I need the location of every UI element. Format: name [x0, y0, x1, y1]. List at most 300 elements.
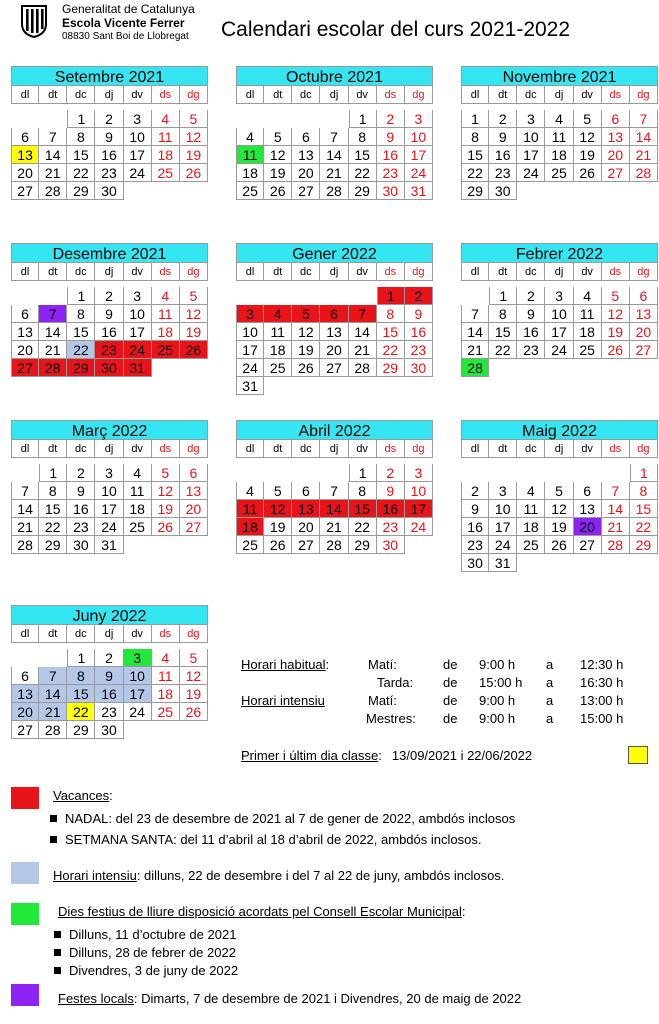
day-name: dg [405, 440, 433, 458]
day-cell: 12 [602, 305, 630, 323]
day-cell: 26 [574, 164, 602, 182]
day-cell: 13 [11, 146, 39, 164]
day-cell: 27 [320, 359, 348, 377]
day-name: dg [180, 263, 208, 281]
vacances-title: Vacances: [53, 788, 113, 803]
day-name: dv [349, 263, 377, 281]
day-name: dl [11, 440, 39, 458]
day-cell: 8 [67, 667, 95, 685]
day-cell: 28 [39, 359, 67, 377]
day-cell: 2 [461, 482, 489, 500]
day-cell: 12 [545, 500, 573, 518]
day-name: dj [320, 86, 348, 104]
day-cell: 4 [517, 482, 545, 500]
day-cell: 8 [349, 482, 377, 500]
day-name: dg [180, 625, 208, 643]
horari-intensiu-swatch [11, 862, 39, 884]
day-cell: 24 [405, 518, 433, 536]
day-cell: 19 [545, 518, 573, 536]
day-cell: 23 [489, 164, 517, 182]
blank-cell [489, 464, 517, 482]
day-cell: 11 [574, 305, 602, 323]
day-cell: 4 [264, 305, 292, 323]
horari-row-label: Tarda: [377, 675, 414, 690]
day-cell: 29 [377, 359, 405, 377]
day-cell: 5 [292, 305, 320, 323]
day-cell: 6 [11, 667, 39, 685]
day-cell: 23 [461, 536, 489, 554]
blank-cell [11, 287, 39, 305]
day-cell: 17 [95, 500, 123, 518]
day-cell: 9 [517, 305, 545, 323]
day-cell: 20 [602, 146, 630, 164]
day-cell: 7 [461, 305, 489, 323]
day-cell: 17 [489, 518, 517, 536]
day-cell: 18 [264, 341, 292, 359]
day-name: dt [264, 86, 292, 104]
day-cell: 22 [67, 164, 95, 182]
day-cell: 14 [320, 146, 348, 164]
day-cell: 24 [95, 518, 123, 536]
day-name: dj [320, 440, 348, 458]
day-name: dc [292, 440, 320, 458]
day-cell: 19 [180, 146, 208, 164]
horari-row-a: a [546, 693, 554, 708]
horari-row-to: 12:30 h [580, 657, 624, 672]
blank-cell [461, 464, 489, 482]
month-calendar [236, 66, 433, 200]
day-cell: 25 [152, 164, 180, 182]
blank-cell [39, 110, 67, 128]
horari-row-de: de [443, 675, 458, 690]
blank-cell [264, 464, 292, 482]
day-cell: 14 [349, 323, 377, 341]
day-cell: 22 [349, 164, 377, 182]
day-cell: 12 [180, 128, 208, 146]
day-cell: 15 [67, 146, 95, 164]
day-cell: 6 [630, 287, 658, 305]
day-cell: 24 [517, 164, 545, 182]
day-cell: 2 [67, 464, 95, 482]
day-cell: 2 [405, 287, 433, 305]
vacances-item-setmana-santa: SETMANA SANTA: del 11 d’abril al 18 d’abril de 2022, ambdós inclosos. [50, 832, 481, 847]
day-cell: 14 [630, 128, 658, 146]
day-cell: 7 [320, 482, 348, 500]
day-cell: 22 [630, 518, 658, 536]
day-cell: 23 [377, 164, 405, 182]
day-cell: 10 [405, 482, 433, 500]
day-name: dv [124, 263, 152, 281]
school-address: 08830 Sant Boi de Llobregat [62, 31, 189, 42]
day-cell: 27 [180, 518, 208, 536]
day-cell: 26 [180, 164, 208, 182]
day-cell: 1 [377, 287, 405, 305]
day-cell: 5 [264, 482, 292, 500]
day-cell: 2 [95, 649, 123, 667]
day-name: dc [517, 440, 545, 458]
day-name: dg [405, 263, 433, 281]
horari-row-label: Matí: [368, 693, 397, 708]
blank-cell [39, 287, 67, 305]
day-cell: 29 [349, 182, 377, 200]
horari-row-de: de [443, 693, 458, 708]
day-cell: 15 [67, 685, 95, 703]
bullet-icon [54, 931, 61, 938]
day-name: ds [602, 263, 630, 281]
day-cell: 9 [67, 482, 95, 500]
day-name: dc [67, 263, 95, 281]
blank-cell [574, 464, 602, 482]
day-cell: 28 [602, 536, 630, 554]
day-cell: 7 [349, 305, 377, 323]
day-name: ds [152, 440, 180, 458]
day-cell: 1 [67, 110, 95, 128]
horari-intensiu-label: Horari intensiu [241, 693, 325, 708]
day-cell: 6 [11, 305, 39, 323]
day-cell: 26 [264, 182, 292, 200]
day-cell: 28 [39, 182, 67, 200]
horari-row-to: 15:00 h [580, 711, 624, 726]
day-cell: 11 [545, 128, 573, 146]
day-name: ds [602, 440, 630, 458]
day-cell: 18 [152, 685, 180, 703]
day-cell: 4 [152, 649, 180, 667]
day-name: dv [349, 440, 377, 458]
day-cell: 22 [377, 341, 405, 359]
day-name: dt [489, 86, 517, 104]
day-name: dl [236, 86, 264, 104]
day-cell: 4 [152, 110, 180, 128]
day-cell: 12 [180, 667, 208, 685]
day-cell: 3 [124, 287, 152, 305]
month-calendar [11, 420, 208, 554]
day-cell: 20 [11, 703, 39, 721]
day-cell: 3 [545, 287, 573, 305]
day-cell: 8 [630, 482, 658, 500]
day-cell: 22 [461, 164, 489, 182]
day-name: ds [377, 86, 405, 104]
school-header [62, 2, 195, 44]
blank-cell [545, 464, 573, 482]
month-title: Maig 2022 [461, 420, 658, 440]
day-cell: 15 [630, 500, 658, 518]
day-cell: 23 [405, 341, 433, 359]
festius-item: Dilluns, 28 de febrer de 2022 [54, 945, 236, 960]
day-cell: 15 [461, 146, 489, 164]
day-cell: 10 [236, 323, 264, 341]
day-cell: 5 [264, 128, 292, 146]
day-cell: 15 [39, 500, 67, 518]
day-cell: 14 [602, 500, 630, 518]
day-cell: 28 [461, 359, 489, 377]
month-title: Març 2022 [11, 420, 208, 440]
day-cell: 13 [630, 305, 658, 323]
day-cell: 27 [630, 341, 658, 359]
day-cell: 8 [461, 128, 489, 146]
day-cell: 5 [152, 464, 180, 482]
bullet-icon [50, 815, 57, 822]
generalitat-logo-icon [20, 4, 48, 38]
day-name: dg [180, 86, 208, 104]
day-cell: 24 [236, 359, 264, 377]
day-cell: 16 [95, 146, 123, 164]
day-cell: 2 [95, 110, 123, 128]
day-cell: 23 [95, 341, 123, 359]
day-cell: 5 [545, 482, 573, 500]
day-cell: 16 [405, 323, 433, 341]
day-cell: 16 [461, 518, 489, 536]
day-cell: 31 [124, 359, 152, 377]
day-cell: 3 [517, 110, 545, 128]
day-cell: 10 [489, 500, 517, 518]
day-cell: 3 [124, 649, 152, 667]
day-cell: 21 [320, 164, 348, 182]
day-cell: 29 [67, 721, 95, 739]
festius-item: Divendres, 3 de juny de 2022 [54, 963, 238, 978]
primer-ultim-dia: Primer i últim dia classe: 13/09/2021 i 22/06/2022 [241, 748, 533, 763]
day-name: dg [630, 440, 658, 458]
day-name: dg [180, 440, 208, 458]
day-name: dc [67, 440, 95, 458]
day-cell: 7 [320, 128, 348, 146]
day-cell: 24 [124, 341, 152, 359]
day-cell: 1 [39, 464, 67, 482]
day-cell: 21 [11, 518, 39, 536]
day-cell: 10 [405, 128, 433, 146]
day-cell: 30 [377, 536, 405, 554]
day-cell: 25 [124, 518, 152, 536]
day-cell: 29 [349, 536, 377, 554]
festius-swatch [11, 903, 39, 925]
day-cell: 26 [152, 518, 180, 536]
day-cell: 9 [461, 500, 489, 518]
day-cell: 12 [152, 482, 180, 500]
day-cell: 6 [320, 305, 348, 323]
horari-row-label: Matí: [368, 657, 397, 672]
day-cell: 29 [67, 359, 95, 377]
day-cell: 17 [545, 323, 573, 341]
day-cell: 4 [152, 287, 180, 305]
day-cell: 23 [95, 164, 123, 182]
day-name: dj [320, 263, 348, 281]
day-cell: 25 [236, 536, 264, 554]
day-cell: 31 [489, 554, 517, 572]
day-cell: 16 [377, 146, 405, 164]
day-cell: 4 [574, 287, 602, 305]
day-cell: 19 [292, 341, 320, 359]
day-cell: 6 [11, 128, 39, 146]
day-name: dt [264, 263, 292, 281]
day-cell: 7 [39, 128, 67, 146]
month-title: Juny 2022 [11, 605, 208, 625]
day-name: dj [545, 86, 573, 104]
day-cell: 14 [11, 500, 39, 518]
day-cell: 18 [124, 500, 152, 518]
month-title: Desembre 2021 [11, 243, 208, 263]
day-name: dj [95, 625, 123, 643]
vacances-item-nadal: NADAL: del 23 de desembre de 2021 al 7 de gener de 2022, ambdós inclosos [50, 811, 515, 826]
day-cell: 8 [489, 305, 517, 323]
day-cell: 4 [124, 464, 152, 482]
day-cell: 22 [489, 341, 517, 359]
day-cell: 31 [95, 536, 123, 554]
day-cell: 16 [377, 500, 405, 518]
day-cell: 28 [39, 721, 67, 739]
day-cell: 18 [236, 518, 264, 536]
day-cell: 24 [405, 164, 433, 182]
festius-item: Dilluns, 11 d’octubre de 2021 [54, 927, 236, 942]
day-cell: 16 [95, 323, 123, 341]
day-cell: 28 [630, 164, 658, 182]
day-cell: 2 [517, 287, 545, 305]
day-cell: 2 [377, 464, 405, 482]
day-name: dl [11, 86, 39, 104]
day-name: dj [545, 440, 573, 458]
blank-cell [602, 464, 630, 482]
day-cell: 11 [517, 500, 545, 518]
day-cell: 20 [574, 518, 602, 536]
day-name: dj [95, 440, 123, 458]
day-cell: 30 [95, 721, 123, 739]
month-calendar [11, 605, 208, 739]
day-name: dt [489, 263, 517, 281]
day-name: dv [124, 625, 152, 643]
day-cell: 23 [67, 518, 95, 536]
day-cell: 19 [152, 500, 180, 518]
day-cell: 8 [67, 305, 95, 323]
blank-cell [11, 464, 39, 482]
day-cell: 20 [180, 500, 208, 518]
day-cell: 21 [39, 164, 67, 182]
day-cell: 17 [236, 341, 264, 359]
day-name: dc [292, 263, 320, 281]
day-cell: 21 [39, 341, 67, 359]
day-cell: 18 [545, 146, 573, 164]
day-name: dg [630, 86, 658, 104]
month-title: Febrer 2022 [461, 243, 658, 263]
day-cell: 8 [39, 482, 67, 500]
day-cell: 10 [517, 128, 545, 146]
day-cell: 19 [264, 164, 292, 182]
day-cell: 16 [95, 685, 123, 703]
day-cell: 29 [630, 536, 658, 554]
day-cell: 3 [236, 305, 264, 323]
horari-row-a: a [546, 657, 554, 672]
day-cell: 12 [292, 323, 320, 341]
day-cell: 14 [39, 146, 67, 164]
day-cell: 11 [152, 667, 180, 685]
day-cell: 20 [292, 518, 320, 536]
day-cell: 18 [152, 146, 180, 164]
horari-row-from: 15:00 h [479, 675, 523, 690]
day-cell: 13 [292, 146, 320, 164]
day-cell: 21 [39, 703, 67, 721]
day-cell: 26 [602, 341, 630, 359]
month-calendar [236, 420, 433, 554]
month-title: Setembre 2021 [11, 66, 208, 86]
day-cell: 14 [461, 323, 489, 341]
blank-cell [320, 110, 348, 128]
horari-row-a: a [546, 711, 554, 726]
day-cell: 6 [292, 128, 320, 146]
day-cell: 26 [180, 703, 208, 721]
day-cell: 21 [349, 341, 377, 359]
day-name: dc [292, 86, 320, 104]
day-cell: 22 [67, 341, 95, 359]
blank-cell [236, 110, 264, 128]
blank-cell [320, 464, 348, 482]
day-cell: 5 [180, 110, 208, 128]
day-cell: 2 [489, 110, 517, 128]
day-name: ds [377, 263, 405, 281]
day-cell: 23 [95, 703, 123, 721]
day-cell: 15 [489, 323, 517, 341]
day-name: dl [236, 440, 264, 458]
horari-row-from: 9:00 h [479, 711, 516, 726]
day-cell: 10 [124, 128, 152, 146]
day-cell: 16 [517, 323, 545, 341]
blank-cell [39, 649, 67, 667]
org-name: Generalitat de Catalunya [62, 2, 195, 16]
day-cell: 6 [292, 482, 320, 500]
month-title: Gener 2022 [236, 243, 433, 263]
day-cell: 9 [95, 305, 123, 323]
day-cell: 28 [349, 359, 377, 377]
day-name: dt [39, 263, 67, 281]
horari-habitual-label: Horari habitual: [241, 657, 330, 672]
day-cell: 13 [11, 323, 39, 341]
day-name: dv [574, 86, 602, 104]
day-name: dc [67, 86, 95, 104]
day-cell: 5 [574, 110, 602, 128]
day-cell: 13 [602, 128, 630, 146]
day-cell: 22 [349, 518, 377, 536]
day-cell: 27 [602, 164, 630, 182]
day-cell: 1 [349, 464, 377, 482]
day-cell: 9 [489, 128, 517, 146]
horari-intensiu-legend: Horari intensiu: dilluns, 22 de desembre i del 7 al 22 de juny, ambdós inclosos. [53, 868, 505, 883]
day-cell: 23 [377, 518, 405, 536]
festes-locals-legend: Festes locals: Dimarts, 7 de desembre de 2021 i Divendres, 20 de maig de 2022 [58, 991, 522, 1006]
month-calendar [236, 243, 433, 395]
day-cell: 9 [377, 482, 405, 500]
day-cell: 7 [602, 482, 630, 500]
day-cell: 29 [67, 182, 95, 200]
day-cell: 19 [264, 518, 292, 536]
day-cell: 20 [11, 341, 39, 359]
day-name: dg [405, 86, 433, 104]
day-cell: 7 [39, 305, 67, 323]
day-cell: 24 [545, 341, 573, 359]
day-cell: 27 [11, 721, 39, 739]
day-cell: 6 [574, 482, 602, 500]
day-name: dj [545, 263, 573, 281]
day-cell: 20 [320, 341, 348, 359]
day-cell: 27 [574, 536, 602, 554]
day-name: dv [574, 263, 602, 281]
day-cell: 30 [405, 359, 433, 377]
day-cell: 13 [180, 482, 208, 500]
day-name: dt [39, 440, 67, 458]
day-cell: 20 [11, 164, 39, 182]
day-cell: 1 [461, 110, 489, 128]
day-name: ds [602, 86, 630, 104]
bullet-icon [50, 836, 57, 843]
day-cell: 11 [236, 146, 264, 164]
day-cell: 10 [124, 667, 152, 685]
day-cell: 4 [236, 482, 264, 500]
day-cell: 12 [264, 500, 292, 518]
